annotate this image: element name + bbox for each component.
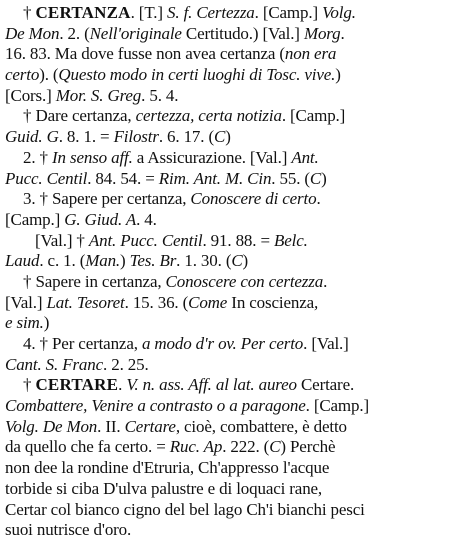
italic-text: Certare <box>124 416 176 436</box>
italic-text: G. Giud. A <box>64 209 137 229</box>
text-run: . 55. ( <box>271 168 310 188</box>
text-line <box>5 293 467 314</box>
text-line <box>5 500 467 521</box>
italic-text: V. n. ass. Aff. al lat. aureo <box>126 375 297 395</box>
text-run: . c. 1. ( <box>39 251 86 271</box>
text-run: † <box>23 375 36 395</box>
text-line <box>5 417 467 438</box>
italic-text: Laud <box>5 251 40 271</box>
italic-text: Rim. Ant. M. Cin <box>158 168 272 188</box>
text-line <box>5 375 467 396</box>
text-run: . <box>316 189 321 209</box>
italic-text: Guid. G <box>5 127 59 147</box>
italic-text: Lat. Tesoret <box>46 292 125 312</box>
text-run: ) <box>43 313 50 333</box>
italic-text: Come <box>188 292 228 312</box>
italic-text: e sim. <box>5 313 44 333</box>
text-run: Certitudo.) [Val.] <box>181 23 304 43</box>
text-run: [Val.] <box>5 292 47 312</box>
text-line <box>5 24 467 45</box>
text-run: ) <box>120 251 130 271</box>
text-run: In coscienza <box>227 292 314 312</box>
text-run: . 2. 25. <box>103 354 149 374</box>
text-line <box>5 355 467 376</box>
text-run: † <box>23 3 36 22</box>
italic-text: Morg <box>303 23 341 43</box>
text-run: a Assicurazione. [Val.] <box>132 147 292 167</box>
italic-text: Belc. <box>274 230 308 250</box>
text-line <box>5 127 467 148</box>
text-run: suoi nutrisce d'oro. <box>5 520 132 540</box>
headword: CERTARE <box>35 375 119 395</box>
text-run: . 8. 1. = <box>58 127 114 147</box>
text-line <box>5 189 467 210</box>
text-run: † Sapere in certanza, <box>23 271 166 291</box>
italic-text: Volg. <box>322 3 356 22</box>
text-line <box>5 86 467 107</box>
italic-text: Questo modo in certi luoghi di Tosc. vive. <box>58 65 336 85</box>
italic-text: De Mon <box>5 23 60 43</box>
italic-text: Volg. De Mon <box>5 416 98 436</box>
italic-text: C <box>269 437 281 457</box>
text-run: ) Perchè <box>280 437 336 457</box>
italic-text: non era <box>284 44 337 64</box>
text-run: Certare. <box>296 375 355 395</box>
text-run: . <box>118 375 127 395</box>
text-run: . [Camp.] <box>281 106 346 126</box>
italic-text: C <box>309 168 322 188</box>
text-run: . 84. 54. = <box>87 168 159 188</box>
text-line <box>5 231 467 252</box>
text-line <box>5 251 467 272</box>
text-line <box>5 313 467 334</box>
text-run: 16. 83. Ma dove fusse non avea certanza ( <box>5 44 285 64</box>
text-line <box>5 272 467 293</box>
italic-text: Man. <box>85 251 121 271</box>
italic-text: a modo d'r ov. Per certo <box>141 334 304 353</box>
text-line <box>5 148 467 169</box>
italic-text: C <box>214 127 226 147</box>
italic-text: Combattere, Venire a contrasto o a paragone <box>5 396 306 416</box>
italic-text: certezza, certa notizia <box>135 106 282 126</box>
text-line <box>5 44 467 65</box>
text-run: 4. † Per certanza, <box>23 334 142 353</box>
text-line <box>5 520 467 541</box>
text-run: 3. † Sapere per certanza, <box>23 189 191 209</box>
text-run: . II. <box>97 416 125 436</box>
italic-text: S. f. Certezza <box>167 3 255 22</box>
text-run: Certar col bianco cigno del bel lago Ch'i bianchi pesci <box>5 499 365 519</box>
italic-text: Conoscere con certezza <box>165 271 324 291</box>
text-run: ) <box>242 251 249 271</box>
italic-text: Mor. S. Greg <box>55 85 142 105</box>
text-run: † Dare certanza, <box>23 106 136 126</box>
text-run: ) <box>335 65 341 85</box>
text-line <box>5 65 467 86</box>
text-line <box>5 106 467 127</box>
italic-text: C <box>231 251 243 271</box>
italic-text: In senso aff. <box>52 147 133 167</box>
headword: CERTANZA <box>35 3 131 22</box>
text-run: . 4. <box>136 209 157 229</box>
text-run: . 2. ( <box>59 23 90 43</box>
italic-text: Tes. Br <box>129 251 177 271</box>
text-line <box>5 210 467 231</box>
text-run: . 15. 36. ( <box>124 292 189 312</box>
italic-text: Ant. <box>291 147 319 167</box>
text-run: . 6. 17. ( <box>158 127 214 147</box>
italic-text: Cant. S. Franc <box>5 354 104 374</box>
italic-text: Nell'originale <box>89 23 182 43</box>
text-run: [Val.] † <box>35 230 89 250</box>
text-run: . <box>323 271 328 291</box>
text-run: . 91. 88. = <box>202 230 275 250</box>
text-line <box>5 458 467 479</box>
italic-text: Filostr <box>113 127 159 147</box>
text-run: da quello che fa certo. = <box>5 437 170 457</box>
text-run: 2. † <box>23 147 53 167</box>
text-run: ) <box>225 127 231 147</box>
text-run: . <box>340 23 345 43</box>
text-line <box>5 396 467 417</box>
text-run: ) <box>321 168 327 188</box>
text-run: non dee la rondine d'Etruria, Ch'appresso l'acque <box>5 458 330 478</box>
text-run: . [Camp.] <box>305 396 369 416</box>
text-run: . [Val.] <box>303 334 349 353</box>
text-line <box>5 3 467 24</box>
text-line <box>5 169 467 190</box>
italic-text: Pucc. Centil <box>5 168 88 188</box>
italic-text: Conoscere di certo <box>190 189 317 209</box>
text-run: . [T.] <box>130 3 168 22</box>
italic-text: , <box>313 292 319 312</box>
text-run: . 5. 4. <box>141 85 179 105</box>
text-line <box>5 479 467 500</box>
text-run: , cioè, combattere, è detto <box>175 416 347 436</box>
text-run: torbide si ciba D'ulva palustre e di loquaci rane, <box>5 478 323 498</box>
text-run: [Camp.] <box>5 209 65 229</box>
text-run: . 222. ( <box>222 437 270 457</box>
italic-text: Ant. Pucc. Centil <box>88 230 203 250</box>
italic-text: Ruc. Ap <box>169 437 223 457</box>
text-line <box>5 437 467 458</box>
text-run: ). ( <box>39 65 59 85</box>
italic-text: certo <box>5 65 40 85</box>
text-run: . 1. 30. ( <box>176 251 232 271</box>
text-run: . [Camp.] <box>254 3 323 22</box>
text-line <box>5 334 467 355</box>
text-run: [Cors.] <box>5 85 56 105</box>
